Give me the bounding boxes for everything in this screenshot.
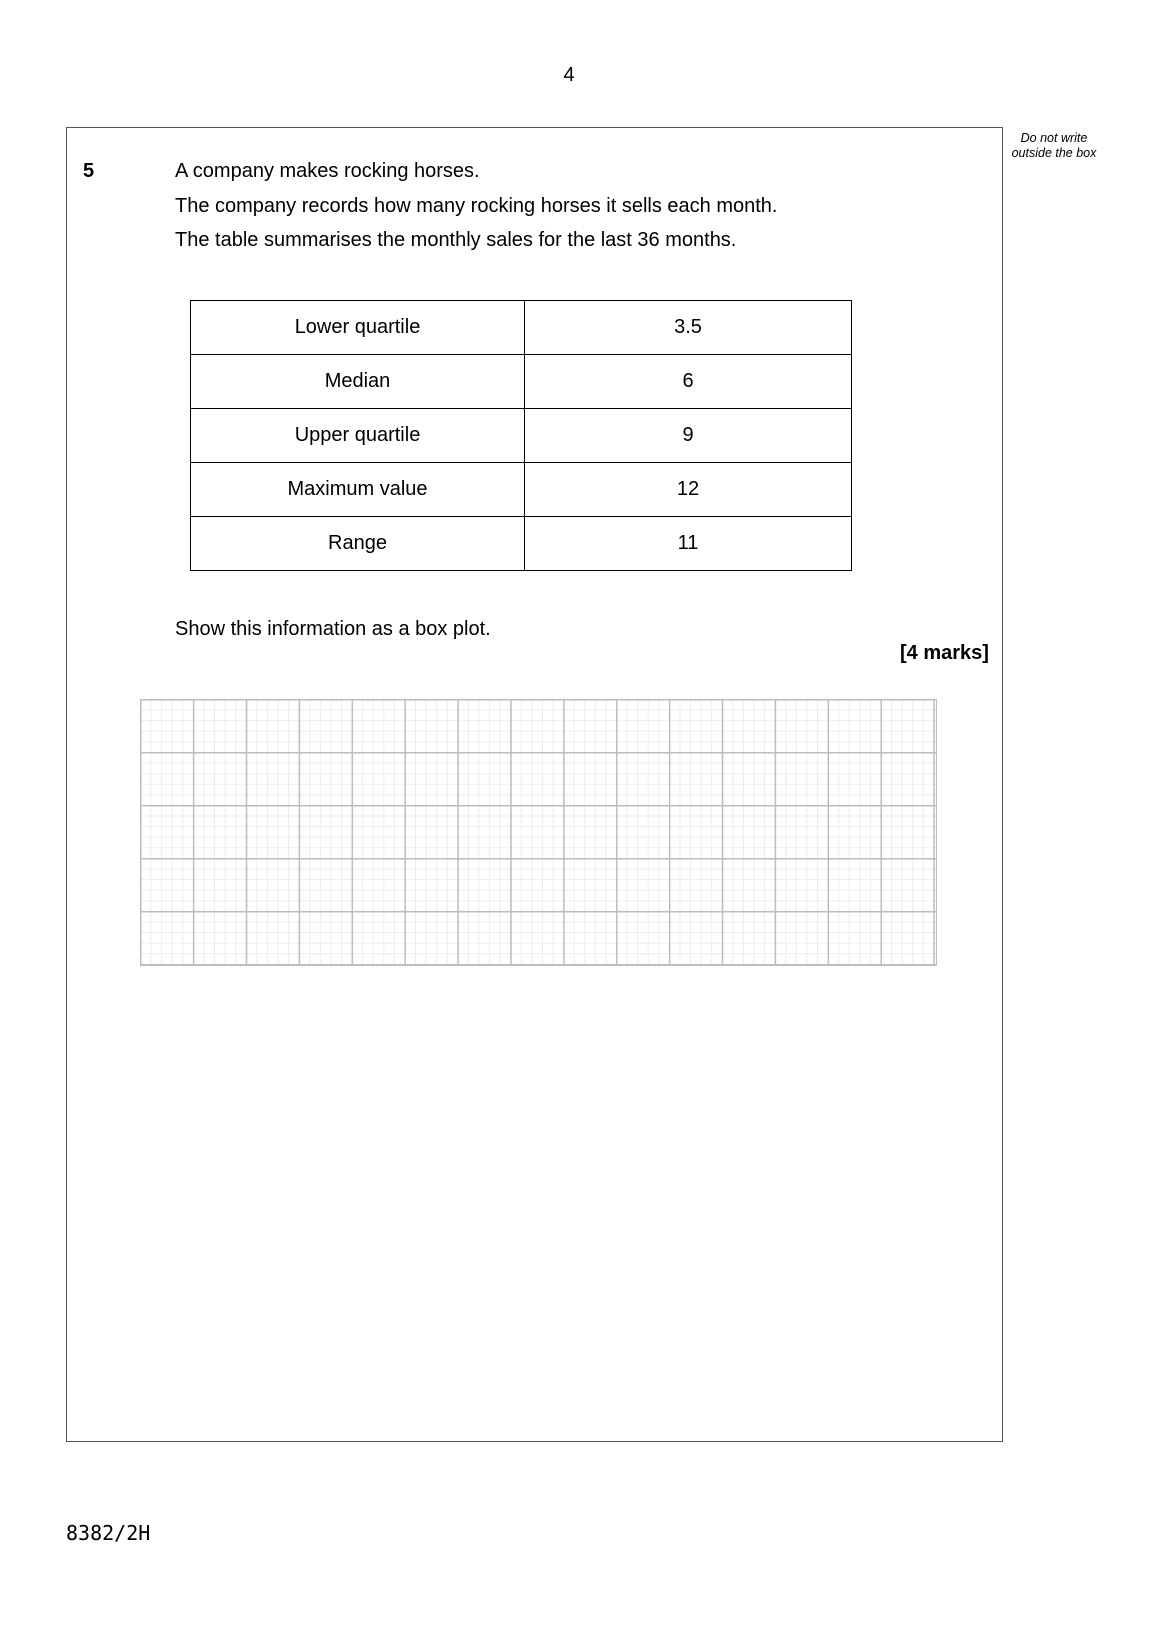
- row-value: 6: [525, 355, 852, 409]
- instruction: Show this information as a box plot.: [175, 618, 491, 640]
- row-label: Upper quartile: [191, 409, 525, 463]
- table-row: [191, 463, 852, 517]
- table-row: [191, 355, 852, 409]
- row-label: Lower quartile: [191, 301, 525, 355]
- row-label: Maximum value: [191, 463, 525, 517]
- row-label: Range: [191, 517, 525, 571]
- row-value: 3.5: [525, 301, 852, 355]
- page-number: 4: [563, 64, 575, 86]
- question-line-2: The company records how many rocking horses it sells each month.: [175, 195, 778, 217]
- margin-note: Do not write outside the box: [1011, 131, 1097, 160]
- row-value: 12: [525, 463, 852, 517]
- answer-grid[interactable]: [140, 699, 937, 966]
- question-line-1: A company makes rocking horses.: [175, 160, 480, 182]
- table-row: [191, 517, 852, 571]
- row-value: 11: [525, 517, 852, 571]
- question-number: 5: [83, 160, 95, 182]
- row-label: Median: [191, 355, 525, 409]
- paper-code: 8382/2H: [66, 1521, 151, 1545]
- table-row: [191, 301, 852, 355]
- marks-label: [4 marks]: [900, 642, 989, 664]
- row-value: 9: [525, 409, 852, 463]
- table-row: [191, 409, 852, 463]
- question-line-3: The table summarises the monthly sales for the last 36 months.: [175, 229, 737, 251]
- summary-table: [190, 300, 852, 571]
